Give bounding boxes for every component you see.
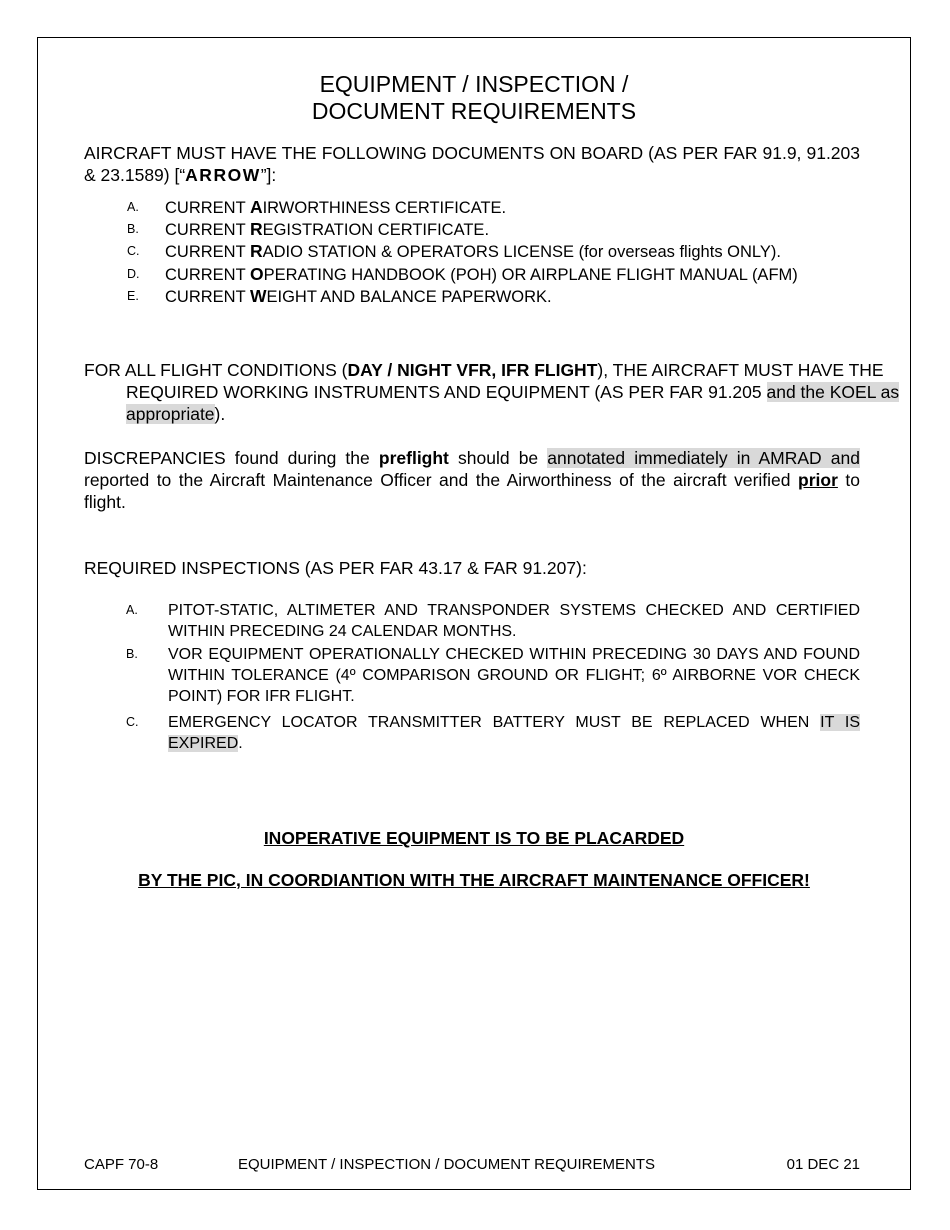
discrepancies-text-2: should be	[448, 448, 548, 468]
document-item-prefix: CURRENT	[165, 199, 250, 217]
document-item-initial: R	[249, 241, 263, 261]
discrepancies-paragraph	[84, 447, 860, 513]
inspection-item	[84, 712, 860, 756]
document-item-text	[165, 218, 489, 241]
discrepancies-text-3: reported to the Aircraft Maintenance Officer and the Airworthiness of the aircraft verified	[84, 470, 799, 490]
conditions-highlight: and the KOEL as appropriate	[126, 382, 900, 424]
document-item	[84, 218, 860, 240]
inspection-letter: B.	[126, 647, 138, 661]
document-item-initial: R	[249, 219, 263, 239]
inspection-item	[84, 644, 860, 708]
document-item-text	[165, 240, 781, 263]
footer-form-number: CAPF 70-8	[84, 1156, 159, 1173]
conditions-end: ).	[214, 404, 226, 424]
document-item-rest: EGISTRATION CERTIFICATE.	[262, 221, 490, 239]
inspection-letter: A.	[126, 603, 138, 617]
discrepancies-end: to flight.	[84, 470, 860, 512]
inspection-item	[84, 600, 860, 644]
arrow-acronym: ARROW	[185, 165, 261, 185]
discrepancies-bold: preflight	[378, 448, 449, 468]
document-item-text	[165, 263, 798, 286]
document-item-prefix: CURRENT	[165, 288, 250, 306]
discrepancies-highlight: annotated immediately in AMRAD and	[547, 448, 861, 468]
inspection-highlight: IT IS EXPIRED	[168, 714, 860, 752]
document-item-prefix: CURRENT	[165, 221, 250, 239]
placard-notice-line-1: INOPERATIVE EQUIPMENT IS TO BE PLACARDED	[263, 828, 685, 848]
placard-notice-line-2: BY THE PIC, IN COORDIANTION WITH THE AIRCRAFT MAINTENANCE OFFICER!	[138, 870, 810, 890]
document-item-prefix: CURRENT	[165, 266, 250, 284]
discrepancies-text: DISCREPANCIES found during the	[84, 448, 379, 468]
document-item	[84, 285, 860, 307]
inspection-text: PITOT-STATIC, ALTIMETER AND TRANSPONDER SYSTEMS CHECKED AND CERTIFIED WITHIN PRECEDING 24 CALENDAR MONTHS.	[168, 602, 860, 640]
document-item-rest: EIGHT AND BALANCE PAPERWORK.	[266, 288, 552, 306]
document-item-text	[165, 285, 552, 308]
document-item	[84, 263, 860, 285]
conditions-text: FOR ALL FLIGHT CONDITIONS (	[84, 360, 348, 380]
document-item-initial: A	[249, 197, 263, 217]
documents-intro	[84, 142, 860, 186]
footer-date: 01 DEC 21	[786, 1156, 860, 1173]
document-item-initial: W	[249, 286, 267, 306]
document-item-prefix: CURRENT	[165, 243, 250, 261]
documents-intro-text: AIRCRAFT MUST HAVE THE FOLLOWING DOCUMENTS ON BOARD (AS PER FAR 91.9, 91.203 & 23.1589) [“	[84, 143, 860, 185]
document-item-rest: PERATING HANDBOOK (POH) OR AIRPLANE FLIGHT MANUAL (AFM)	[263, 266, 798, 284]
flight-conditions-paragraph	[84, 359, 902, 425]
inspection-text-main: EMERGENCY LOCATOR TRANSMITTER BATTERY MUST BE REPLACED WHEN	[168, 714, 821, 731]
documents-intro-end: ”]:	[260, 165, 277, 185]
document-item-rest: IRWORTHINESS CERTIFICATE.	[262, 199, 507, 217]
document-item-text	[165, 196, 506, 219]
document-item-letter: C.	[127, 244, 140, 258]
inspection-text: VOR EQUIPMENT OPERATIONALLY CHECKED WITHIN PRECEDING 30 DAYS AND FOUND WITHIN TOLERANCE (4º COMPARISON GROUND OR FLIGHT; 6º AIRBORNE VOR CHECK POINT) FOR IFR FLIGHT.	[168, 646, 860, 705]
document-item-letter: B.	[127, 222, 139, 236]
conditions-text-2: ), THE AIRCRAFT MUST HAVE THE REQUIRED WORKING INSTRUMENTS AND EQUIPMENT (AS PER FAR 91.205	[126, 360, 884, 402]
footer-title: EQUIPMENT / INSPECTION / DOCUMENT REQUIREMENTS	[238, 1156, 655, 1173]
document-item	[84, 240, 860, 262]
document-item-letter: E.	[127, 289, 139, 303]
page-title	[37, 71, 911, 125]
document-item-letter: D.	[127, 267, 140, 281]
document-item-rest: ADIO STATION & OPERATORS LICENSE (for overseas flights ONLY).	[262, 243, 781, 261]
discrepancies-underline: prior	[798, 470, 838, 490]
inspections-heading: REQUIRED INSPECTIONS (AS PER FAR 43.17 & FAR 91.207):	[84, 558, 587, 578]
inspection-text-end: .	[238, 735, 243, 752]
inspection-letter: C.	[126, 715, 139, 729]
document-item	[84, 196, 860, 218]
inspection-text	[168, 712, 860, 754]
document-item-letter: A.	[127, 200, 139, 214]
document-item-initial: O	[249, 264, 264, 284]
title-line-1: EQUIPMENT / INSPECTION /	[319, 71, 629, 97]
conditions-bold: DAY / NIGHT VFR, IFR FLIGHT	[347, 360, 598, 380]
title-line-2: DOCUMENT REQUIREMENTS	[311, 98, 637, 124]
